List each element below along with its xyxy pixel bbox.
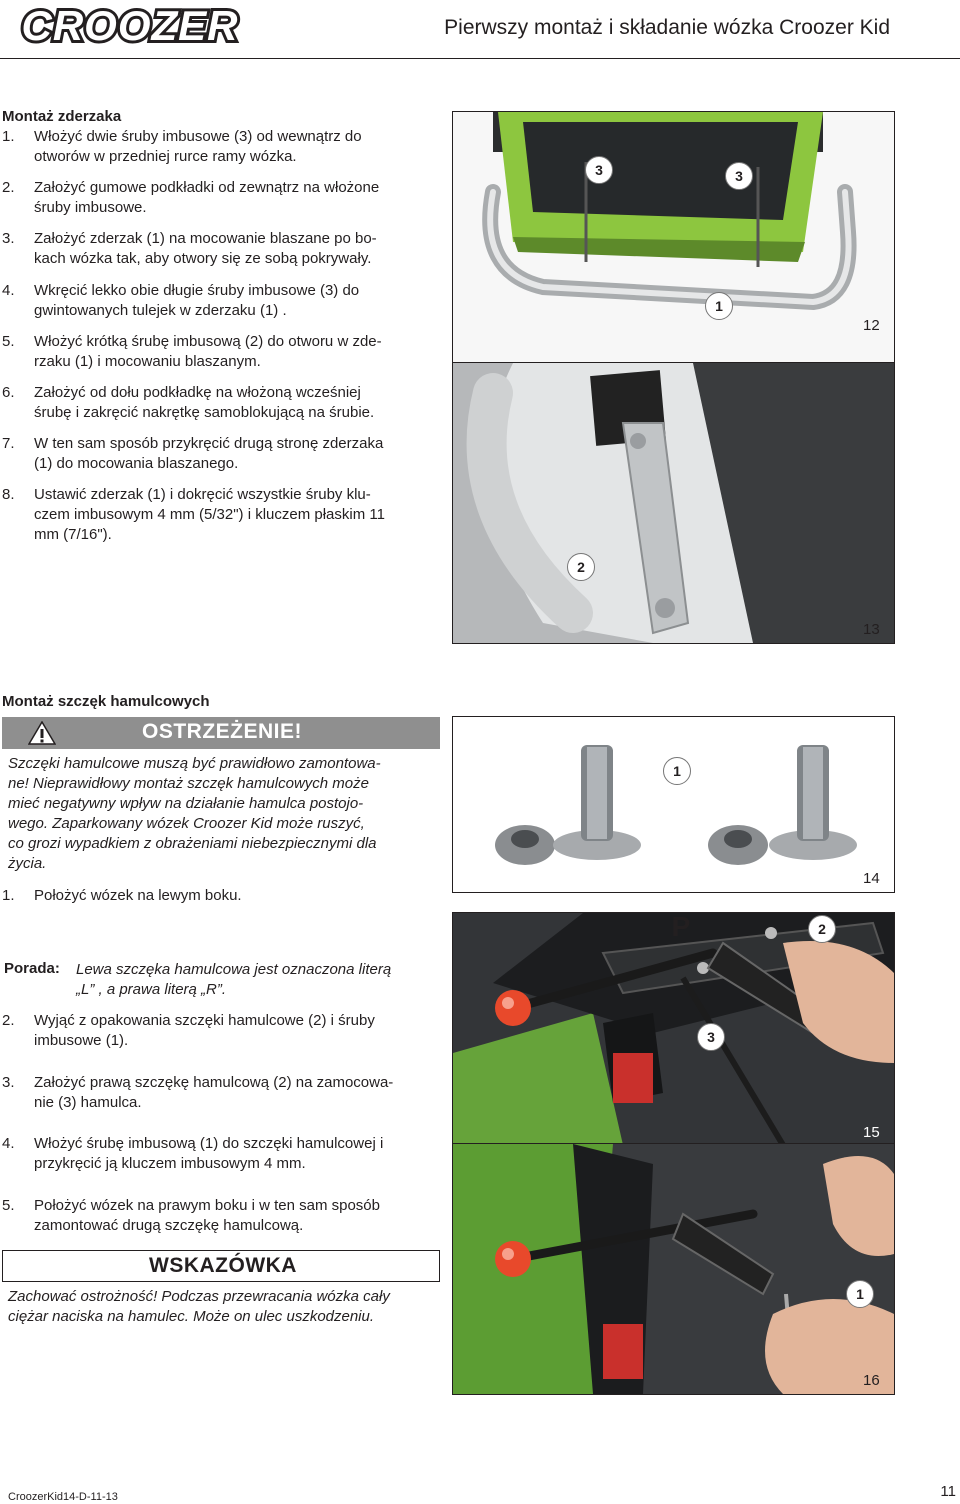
callout-1: 1 [846, 1280, 874, 1308]
tip-line: „L” , a prawa literą „R”. [76, 981, 227, 998]
step-number: 2. [2, 179, 15, 196]
step-text: rzaku (1) i mocowaniu blaszanym. [34, 353, 261, 370]
step-text: mm (7/16"). [34, 526, 112, 543]
step-number: 3. [2, 230, 15, 247]
step-text: nie (3) hamulca. [34, 1094, 142, 1111]
step-item [2, 127, 442, 167]
figure-number: 12 [863, 317, 880, 334]
step-number: 2. [2, 1012, 15, 1029]
step-text: zamontować drugą szczękę hamulcową. [34, 1217, 304, 1234]
croozer-logo [2, 4, 258, 46]
step-text: Włożyć krótką śrubę imbusową (2) do otworu w zde- [34, 333, 382, 350]
callout-1: 1 [705, 292, 733, 320]
step-number: 8. [2, 486, 15, 503]
logo-text: CROOZER [21, 4, 239, 46]
step-item [2, 434, 442, 474]
step-text: imbusowe (1). [34, 1032, 129, 1049]
section-heading-brake-pads: Montaż szczęk hamulcowych [2, 693, 210, 710]
figure-number: 16 [863, 1372, 880, 1389]
warning-line: co grozi wypadkiem z obrażeniami niebezpiecznymi dla [8, 835, 377, 852]
step-text: W ten sam sposób przykręcić drugą stronę zderzaka [34, 435, 384, 452]
warning-line: życia. [8, 855, 47, 872]
hint-box [2, 1250, 440, 1282]
hint-title: WSKAZÓWKA [149, 1254, 297, 1277]
step-text: śrubę i zakręcić nakrętkę samoblokującą na śrubie. [34, 404, 375, 421]
figure-13-illustration [453, 363, 894, 643]
step-text: Wkręcić lekko obie długie śruby imbusowe (3) do [34, 282, 360, 299]
step-text: Założyć zderzak (1) na mocowanie blaszane po bo- [34, 230, 377, 247]
step-text: Założyć gumowe podkładki od zewnątrz na włożone [34, 179, 380, 196]
step-text: Położyć wózek na lewym boku. [34, 887, 242, 904]
figure-number: 13 [863, 621, 880, 638]
warning-text [8, 754, 438, 874]
step-item [2, 281, 442, 321]
step-item [2, 485, 442, 545]
step-item [2, 1134, 442, 1174]
tip-text [76, 960, 442, 1000]
step-text: Włożyć dwie śruby imbusowe (3) od wewnątrz do [34, 128, 362, 145]
figure-number: 14 [863, 870, 880, 887]
step-text: Wyjąć z opakowania szczęki hamulcowe (2) i śruby [34, 1012, 375, 1029]
callout-2: 2 [567, 553, 595, 581]
figure-number: 15 [863, 1124, 880, 1141]
step-item [2, 1011, 442, 1051]
step-item [2, 886, 442, 906]
callout-P: P [671, 912, 691, 942]
step-item [2, 229, 442, 269]
warning-title: OSTRZEŻENIE! [142, 720, 303, 743]
figure-16-screw-tighten-photo [452, 1143, 895, 1395]
callout-1: 1 [663, 757, 691, 785]
figure-12-bumper-photo [452, 111, 895, 365]
hint-line: ciężar naciska na hamulec. Może on ulec uszkodzeniu. [8, 1308, 375, 1325]
figure-12-illustration [453, 112, 894, 364]
warning-line: ne! Nieprawidłowy montaż szczęk hamulcowych może [8, 775, 369, 792]
step-text: (1) do mocowania blaszanego. [34, 455, 239, 472]
hint-line: Zachować ostrożność! Podczas przewracania wózka cały [8, 1288, 390, 1305]
warning-triangle-icon [28, 721, 56, 745]
warning-line: mieć negatywny wpływ na działanie hamulca postojo- [8, 795, 364, 812]
step-text: śruby imbusowe. [34, 199, 147, 216]
warning-line: Szczęki hamulcowe muszą być prawidłowo zamontowa- [8, 755, 381, 772]
step-item [2, 1196, 442, 1236]
callout-3: 3 [697, 1023, 725, 1051]
figure-15-illustration [453, 913, 894, 1145]
page-title: Pierwszy montaż i składanie wózka Croozer Kid [444, 16, 890, 39]
step-number: 6. [2, 384, 15, 401]
step-text: Założyć prawą szczękę hamulcową (2) na zamocowa- [34, 1074, 394, 1091]
step-text: czem imbusowym 4 mm (5/32") i kluczem płaskim 11 [34, 506, 385, 523]
step-number: 5. [2, 333, 15, 350]
tip-line: Lewa szczęka hamulcowa jest oznaczona literą [76, 961, 392, 978]
figure-14-screws-nuts-photo [452, 716, 895, 893]
figure-15-brake-mount-photo [452, 912, 895, 1146]
step-text: Położyć wózek na prawym boku i w ten sam sposób [34, 1197, 380, 1214]
step-text: przykręcić ją kluczem imbusowym 4 mm. [34, 1155, 306, 1172]
step-item [2, 1073, 442, 1113]
step-number: 1. [2, 887, 15, 904]
warning-line: wego. Zaparkowany wózek Croozer Kid może ruszyć, [8, 815, 365, 832]
step-text: Włożyć śrubę imbusową (1) do szczęki hamulcowej i [34, 1135, 384, 1152]
step-text: gwintowanych tulejek w zderzaku (1) . [34, 302, 287, 319]
figure-14-illustration [453, 717, 894, 892]
figure-16-illustration [453, 1144, 894, 1394]
step-number: 7. [2, 435, 15, 452]
step-item [2, 178, 442, 218]
step-item [2, 383, 442, 423]
step-text: Ustawić zderzak (1) i dokręcić wszystkie śruby klu- [34, 486, 371, 503]
callout-3: 3 [725, 162, 753, 190]
step-number: 3. [2, 1074, 15, 1091]
step-text: Założyć od dołu podkładkę na włożoną wcześniej [34, 384, 361, 401]
header-divider [0, 58, 960, 59]
callout-2: 2 [808, 915, 836, 943]
footer-page-number: 11 [940, 1483, 956, 1500]
step-number: 4. [2, 1135, 15, 1152]
section-heading-bumper: Montaż zderzaka [2, 108, 122, 125]
hint-text [8, 1287, 442, 1327]
step-text: otworów w przedniej rurce ramy wózka. [34, 148, 297, 165]
footer-document-code: CroozerKid14-D-11-13 [8, 1491, 118, 1503]
tip-label: Porada: [4, 960, 60, 977]
step-number: 1. [2, 128, 15, 145]
callout-3: 3 [585, 156, 613, 184]
step-number: 4. [2, 282, 15, 299]
step-item [2, 332, 442, 372]
step-text: kach wózka tak, aby otwory się ze sobą pokrywały. [34, 250, 372, 267]
warning-banner [2, 717, 440, 749]
figure-13-bracket-photo [452, 362, 895, 644]
step-number: 5. [2, 1197, 15, 1214]
